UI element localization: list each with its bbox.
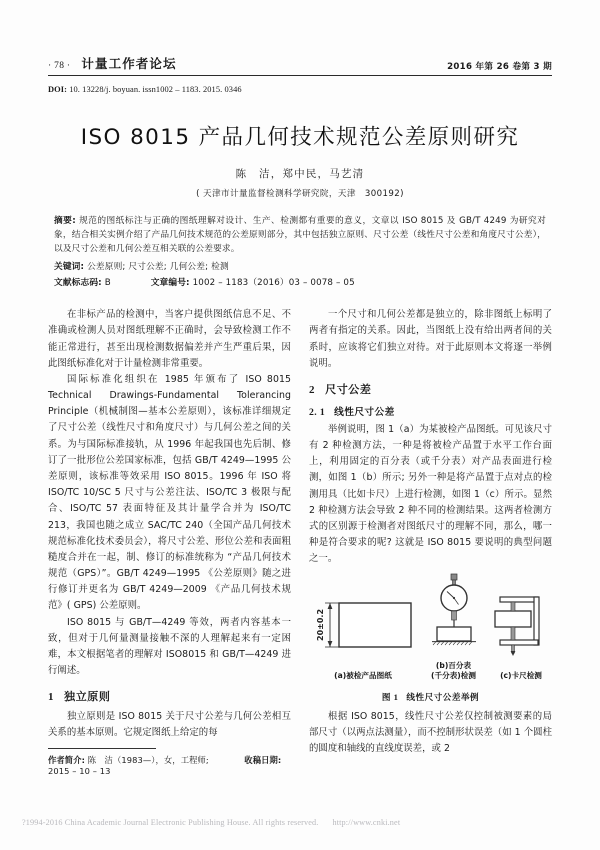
figure-subcaption-b-line: (b)百分表 <box>435 661 472 671</box>
section-number: 1 <box>48 691 55 704</box>
body-paragraph: 在非标产品的检测中，当客户提供图纸信息不足、不准确或检测人员对图纸理解不正确时，会导致检测工作不能正常进行，甚至出现检测数据偏差并产生严重后果，因此图纸标准化对于计量检测非常重要。 <box>48 309 291 369</box>
author-bio-value: 陈 洁（1983—），女，工程师; <box>87 754 209 765</box>
doi-value: 10. 13228/j. boyuan. issn1002 – 1183. 2015. 0346 <box>69 85 242 94</box>
page-folio: · 78 · <box>48 61 71 71</box>
article-meta-line <box>54 276 546 288</box>
article-number-label: 文章编号: <box>150 278 190 289</box>
body-paragraph: 举例说明，图 1（a）为某被检产品图纸。可见该尺寸有 2 种检测方法，一种是将被检产品置于水平工作台面上，利用固定的百分表（或千分表）对产品表面进行检测，如图 1（b）所示; 另外一种是将产品置于点对点的检测用具（比如卡尺）上进行检测，如图 1（c）所示。显然 2 种检测方法会导致 2 种不同的检测结果。这两者检测方式的区别源于检测者对图纸尺寸的理解不同，那么，哪一种是符合要求的呢? 这就是 ISO 8015 要说明的典型问题之一。 <box>309 423 552 565</box>
body-paragraph: 一个尺寸和几何公差都是独立的，除非图纸上标明了两者有指定的关系。因此，当图纸上没有给出两者间的关系时，应该将它们独立对待。对于此原则本文将逐一举例说明。 <box>309 309 552 369</box>
doc-code-value: B <box>104 278 111 289</box>
cnki-url: http://www.cnki.net <box>332 818 401 827</box>
figure-panel-b-drawing <box>423 573 485 653</box>
figure-panel-b <box>423 573 485 682</box>
figure-panel-a-drawing <box>309 583 417 663</box>
section-title: 独立原则 <box>64 690 111 704</box>
issue-info: 2016 年第 26 卷第 3 期 <box>447 62 552 72</box>
cnki-copyright-footer <box>22 818 582 827</box>
author-list: 陈 洁，郑中民，马艺清 <box>235 168 365 180</box>
keywords-text: 公差原则; 尺寸公差; 几何公差; 检测 <box>87 262 229 273</box>
author-bio-label: 作者简介: <box>48 754 86 765</box>
subsection-number: 2. 1 <box>309 406 326 418</box>
figure-subcaption-a <box>309 671 417 681</box>
affiliation: ( 天津市计量监督检测科学研究院，天津 300192) <box>196 189 404 199</box>
figure-dimension-label: 20±0.2 <box>316 609 325 642</box>
subsection-heading-2-1 <box>309 404 552 418</box>
body-paragraph: 根据 ISO 8015，线性尺寸公差仅控制被测要素的局部尺寸（以两点法测量），而不控制形状误差（如 1 个圆柱的圆度和轴线的直线度误差，或 2 <box>309 710 553 754</box>
figure-1 <box>309 578 552 703</box>
section-title: 尺寸公差 <box>325 382 372 396</box>
figure-subcaption-b-line: (千分表)检测 <box>431 671 476 681</box>
body-paragraph: 独立原则是 ISO 8015 关于尺寸公差与几何公差相互关系的基本原则。它规定图纸上给定的每 <box>48 711 291 739</box>
figure-caption-text: 线性尺寸公差举例 <box>406 692 480 703</box>
author-bio-footnote <box>48 754 291 776</box>
abstract-label: 摘要: <box>54 216 76 226</box>
page-title: ISO 8015 产品几何技术规范公差原则研究 <box>80 125 520 150</box>
doi-row <box>48 85 552 94</box>
figure-panel-c-drawing <box>490 583 552 663</box>
abstract-block <box>48 214 552 288</box>
running-head-left <box>48 54 177 72</box>
received-date-value: 2015 – 10 – 13 <box>48 765 111 776</box>
section-heading-2 <box>309 381 552 397</box>
received-date-label: 收稿日期: <box>244 754 282 765</box>
body-paragraph: ISO 8015 与 GB/T—4249 等效，两者内容基本一致，但对于几何量测量接触不深的人理解起来有一定困难，本文根据笔者的理解对 ISO8015 和 GB/T—4249 进行阐述。 <box>48 616 291 677</box>
section-number: 2 <box>309 383 316 396</box>
figure-panels-row <box>309 578 552 682</box>
figure-caption-number: 图 1 <box>381 691 399 702</box>
right-column <box>309 307 552 775</box>
doi-label: DOI: <box>48 85 68 94</box>
cnki-copyright-text: ?1994-2016 China Academic Journal Electronic Publishing House. All rights reserved. <box>22 818 319 827</box>
figure-caption <box>309 691 552 703</box>
footnote-rule <box>48 748 156 749</box>
figure-subcaption-c <box>490 671 552 681</box>
abstract-paragraph <box>54 214 546 256</box>
running-head <box>48 52 552 76</box>
keywords-label: 关键词: <box>54 262 85 273</box>
figure-panel-c <box>490 583 552 681</box>
figure-subcaption-a-line: (a)被检产品图纸 <box>334 671 392 681</box>
figure-panel-a <box>309 583 417 681</box>
doc-code-label: 文献标志码: <box>54 278 102 289</box>
subsection-title: 线性尺寸公差 <box>334 406 395 418</box>
article-number-value: 1002 – 1183（2016）03 – 0078 – 05 <box>192 278 355 289</box>
journal-section-title: 计量工作者论坛 <box>81 56 177 71</box>
figure-subcaption-c-line: (c)卡尺检测 <box>500 671 542 681</box>
left-column <box>48 307 291 775</box>
section-heading-1 <box>48 688 291 704</box>
figure-subcaption-b <box>423 661 485 682</box>
abstract-text: 规范的图纸标注与正确的图纸理解对设计、生产、检测都有重要的意义，文章以 ISO 8015 及 GB/T 4249 为研究对象，结合相关实例介绍了产品几何技术规范的公差原则部分，其中包括独立原则、尺寸公差（线性尺寸公差和角度尺寸公差），以及尺寸公差和几何公差互相关联的公差要求。 <box>54 216 546 255</box>
body-paragraph: 国际标准化组织在 1985 年颁布了 ISO 8015 Technical Drawings-Fundamental Tolerancing Principle（机械制图—基本公差原则），该标准详细规定了尺寸公差（线性尺寸和角度尺寸）与几何公差之间的关系。为与国际标准接轨，从 1996 年起我国也先后制、修订了一批形位公差国家标准，包括 GB/T 4249—1995 公差原则，该标准等效采用 ISO 8015。1996 年 ISO 将 ISO/TC 10/SC 5 尺寸与公差注法、ISO/TC 3 极限与配合、ISO/TC 57 表面特征及其计量学合并为 ISO/TC 213，我国也随之成立 SAC/TC 240（全国产品几何技术规范标准化技术委员会），将尺寸公差、形位公差和表面粗糙度合并在一起，制、修订的标准统称为 “产品几何技术规范（GPS）”。GB/T 4249—1995 《公差原则》随之进行修订并更名为 GB/T 4249—2009 《产品几何技术规范》( GPS) 公差原则。 <box>48 373 291 612</box>
page-content <box>48 52 552 776</box>
two-column-body <box>48 307 552 775</box>
keywords-line <box>54 260 546 272</box>
